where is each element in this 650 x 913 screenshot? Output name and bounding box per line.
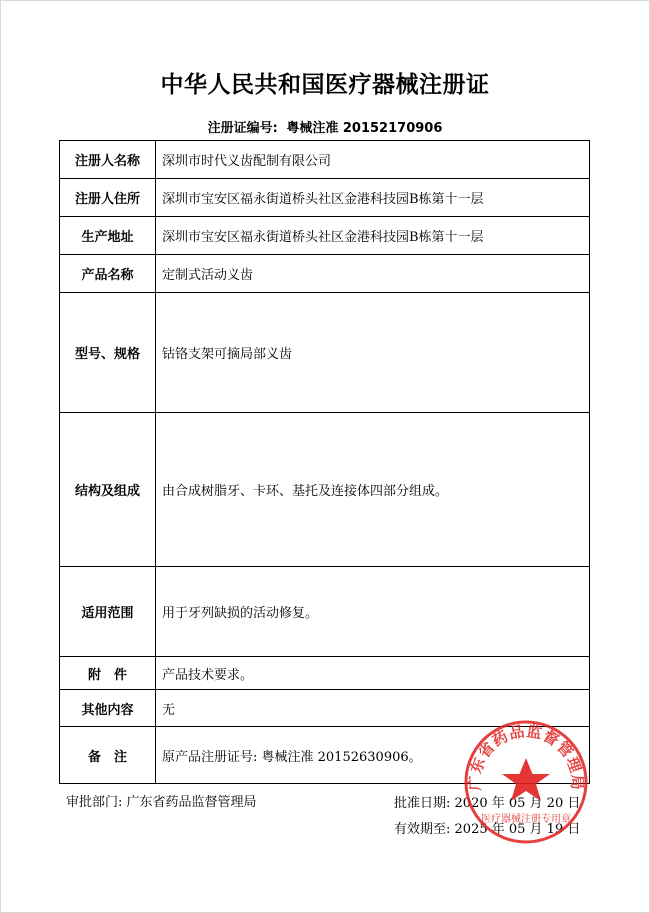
row-label-other: 其他内容 [60, 690, 156, 727]
row-value-registrant-name: 深圳市时代义齿配制有限公司 [156, 141, 590, 179]
row-value-attachment: 产品技术要求。 [156, 657, 590, 690]
approval-department [66, 791, 257, 810]
row-label-structure: 结构及组成 [60, 413, 156, 567]
table-row [60, 179, 590, 217]
row-label-scope: 适用范围 [60, 567, 156, 657]
row-value-model-spec: 钴铬支架可摘局部义齿 [156, 293, 590, 413]
document-title: 中华人民共和国医疗器械注册证 [160, 72, 490, 98]
row-value-scope: 用于牙列缺损的活动修复。 [156, 567, 590, 657]
approval-department-value: 广东省药品监督管理局 [126, 795, 257, 810]
table-row [60, 217, 590, 255]
row-value-remarks: 原产品注册证号: 粤械注准 20152630906。 [156, 727, 590, 784]
row-label-model-spec: 型号、规格 [60, 293, 156, 413]
official-seal-icon [462, 718, 590, 846]
seal-outer-text: 广东省药品监督管理局 [465, 722, 587, 791]
row-value-product-name: 定制式活动义齿 [156, 255, 590, 293]
registration-number-label: 注册证编号: [207, 121, 278, 136]
row-label-remarks: 备 注 [60, 727, 156, 784]
certificate-table [59, 140, 590, 784]
row-value-registrant-address: 深圳市宝安区福永街道桥头社区金港科技园B栋第十一层 [156, 179, 590, 217]
seal-inner-text: 医疗器械注册专用章 [481, 814, 571, 825]
table-row [60, 413, 590, 567]
row-label-production-address: 生产地址 [60, 217, 156, 255]
approval-department-label: 审批部门: [66, 795, 123, 810]
row-label-attachment: 附 件 [60, 657, 156, 690]
table-row [60, 141, 590, 179]
approval-date-label: 批准日期: [394, 796, 451, 811]
row-value-other: 无 [156, 690, 590, 727]
row-label-registrant-address: 注册人住所 [60, 179, 156, 217]
row-label-product-name: 产品名称 [60, 255, 156, 293]
row-label-registrant-name: 注册人名称 [60, 141, 156, 179]
registration-number [0, 117, 650, 136]
row-value-production-address: 深圳市宝安区福永街道桥头社区金港科技园B栋第十一层 [156, 217, 590, 255]
expiry-date-value: 2025 年 05 月 19 日 [454, 822, 581, 837]
expiry-date-label: 有效期至: [394, 822, 451, 837]
approval-date-value: 2020 年 05 月 20 日 [454, 796, 581, 811]
table-row [60, 567, 590, 657]
table-row [60, 293, 590, 413]
table-row [60, 255, 590, 293]
row-value-structure: 由合成树脂牙、卡环、基托及连接体四部分组成。 [156, 413, 590, 567]
registration-number-value: 粤械注准 20152170906 [286, 121, 443, 136]
table-row [60, 657, 590, 690]
